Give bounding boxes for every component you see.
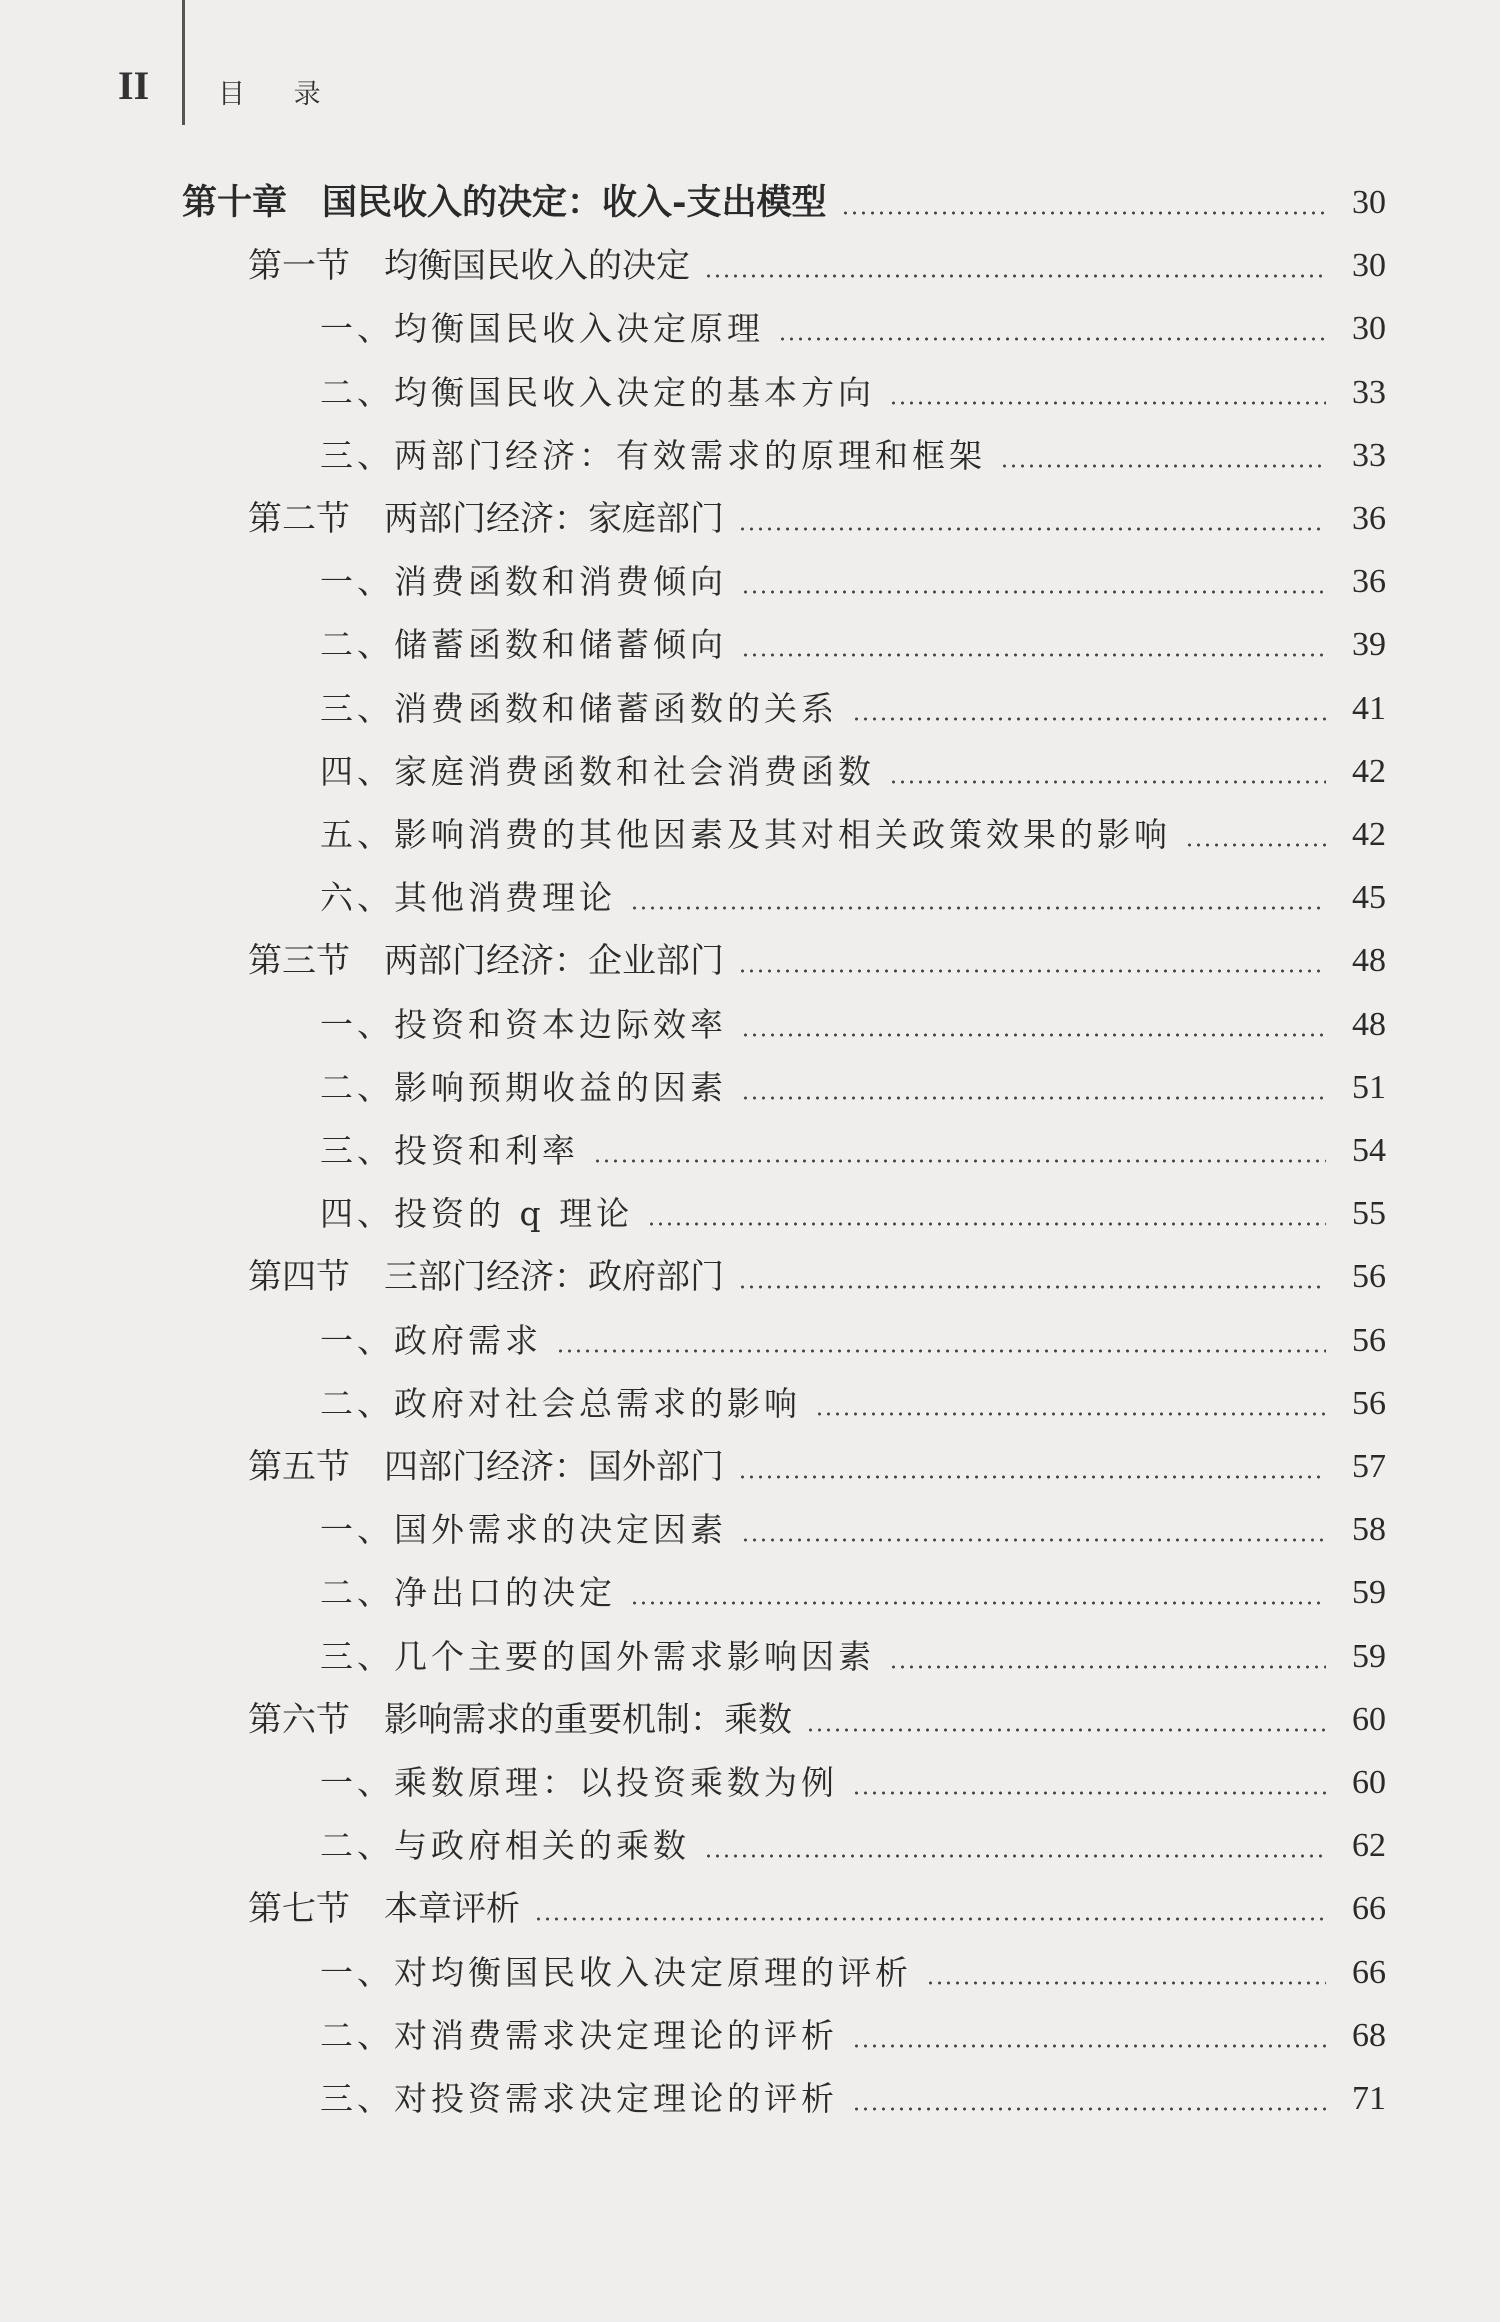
toc-entry-text: 一、政府需求	[320, 1320, 542, 1360]
toc-entry-text: 三、几个主要的国外需求影响因素	[320, 1636, 875, 1676]
toc-entry-section[interactable]	[248, 1252, 1386, 1302]
toc-entry-section[interactable]	[248, 241, 1386, 291]
toc-entry-label	[320, 557, 727, 607]
dot-leader	[704, 1854, 1326, 1858]
dot-leader	[889, 780, 1326, 784]
toc-entry-chapter[interactable]	[182, 178, 1386, 228]
toc-entry-text: 两部门经济：企业部门	[384, 941, 724, 982]
toc-entry-label	[248, 241, 690, 291]
toc-entry-text: 四、投资的 q 理论	[320, 1194, 634, 1234]
toc-entry-label	[320, 1063, 727, 1113]
toc-entry-text: 国民收入的决定：收入-支出模型	[322, 182, 827, 223]
toc-entry-label	[320, 1000, 727, 1050]
dot-leader	[738, 969, 1326, 973]
toc-entry-text: 二、净出口的决定	[320, 1573, 616, 1613]
toc-entry-tag: 第三节	[248, 941, 350, 982]
toc-entry-label	[248, 1442, 724, 1492]
toc-entry-text: 三、两部门经济：有效需求的原理和框架	[320, 435, 986, 475]
toc-entry-label	[182, 178, 827, 228]
toc-entry-text: 一、均衡国民收入决定原理	[320, 309, 764, 349]
toc-entry-page: 48	[1352, 1005, 1386, 1043]
dot-leader	[738, 1285, 1326, 1289]
toc-entry-section[interactable]	[248, 1884, 1386, 1934]
dot-leader	[778, 337, 1326, 341]
dot-leader	[741, 590, 1326, 594]
dot-leader	[741, 1033, 1326, 1037]
toc-entry-tag: 第五节	[248, 1447, 350, 1487]
dot-leader	[852, 2107, 1326, 2111]
toc-entry-text: 四部门经济：国外部门	[384, 1447, 724, 1487]
toc-entry-sub[interactable]	[320, 1000, 1386, 1050]
page-number-roman: II	[118, 63, 150, 108]
toc-entry-text: 三、对投资需求决定理论的评析	[320, 2079, 838, 2118]
toc-entry-label	[248, 1695, 792, 1745]
dot-leader	[741, 1096, 1326, 1100]
toc-entry-text: 一、对均衡国民收入决定原理的评析	[320, 1952, 912, 1992]
toc-entry-page: 57	[1352, 1448, 1386, 1485]
toc-entry-label	[320, 1379, 801, 1429]
toc-entry-tag: 第二节	[248, 499, 350, 539]
toc-entry-label	[320, 1505, 727, 1555]
toc-entry-label	[320, 368, 875, 418]
toc-entry-page: 41	[1352, 689, 1386, 727]
toc-entry-sub[interactable]	[320, 2011, 1386, 2061]
dot-leader	[630, 906, 1326, 910]
toc-entry-page: 56	[1352, 1258, 1386, 1296]
toc-entry-page: 55	[1352, 1195, 1386, 1233]
toc-entry-page: 51	[1352, 1068, 1386, 1106]
toc-entry-page: 30	[1352, 310, 1386, 348]
toc-entry-text: 二、与政府相关的乘数	[320, 1826, 690, 1866]
toc-entry-label	[320, 620, 727, 670]
toc-entry-page: 33	[1352, 373, 1386, 411]
toc-entry-page: 45	[1352, 879, 1386, 917]
toc-entry-label	[248, 936, 724, 986]
toc-entry-page: 60	[1352, 1764, 1386, 1801]
toc-entry-text: 五、影响消费的其他因素及其对相关政策效果的影响	[320, 815, 1171, 854]
toc-entry-page: 48	[1352, 942, 1386, 980]
toc-entry-label	[320, 1632, 875, 1682]
toc-entry-page: 59	[1352, 1574, 1386, 1612]
toc-entry-text: 一、消费函数和消费倾向	[320, 562, 727, 602]
toc-entry-text: 二、对消费需求决定理论的评析	[320, 2015, 838, 2055]
toc-entry-page: 56	[1352, 1384, 1386, 1422]
dot-leader	[704, 274, 1326, 278]
toc-entry-sub[interactable]	[320, 1316, 1386, 1366]
toc-entry-sub[interactable]	[320, 1189, 1386, 1239]
toc-entry-label	[320, 1568, 616, 1618]
toc-entry-label	[320, 1126, 579, 1176]
toc-entry-page: 56	[1352, 1321, 1386, 1359]
toc-entry-label	[320, 304, 764, 354]
toc-entry-label	[320, 684, 838, 734]
toc-entry-page: 39	[1352, 626, 1386, 664]
dot-leader	[556, 1349, 1326, 1353]
toc-entry-label	[248, 1252, 724, 1302]
toc-entry-label	[320, 1189, 633, 1239]
toc-entry-text: 三、消费函数和储蓄函数的关系	[320, 688, 838, 728]
dot-leader	[889, 401, 1326, 405]
toc-entry-page: 59	[1352, 1637, 1386, 1675]
toc-entry-label	[248, 1884, 520, 1934]
toc-entry-sub[interactable]	[320, 684, 1386, 734]
toc-entry-text: 二、影响预期收益的因素	[320, 1067, 727, 1107]
toc-entry-text: 一、国外需求的决定因素	[320, 1510, 727, 1550]
toc-entry-page: 58	[1352, 1511, 1386, 1549]
toc-entry-page: 33	[1352, 436, 1386, 474]
toc-entry-page: 30	[1352, 247, 1386, 285]
header-divider	[182, 0, 185, 125]
toc-entry-text: 二、均衡国民收入决定的基本方向	[320, 372, 875, 412]
toc-entry-sub[interactable]	[320, 1632, 1386, 1682]
toc-entry-text: 二、储蓄函数和储蓄倾向	[320, 625, 727, 665]
toc-entry-text: 六、其他消费理论	[320, 878, 616, 918]
toc-entry-text: 本章评析	[384, 1889, 520, 1930]
dot-leader	[647, 1222, 1326, 1226]
toc-entry-sub[interactable]	[320, 431, 1386, 481]
toc-entry-sub[interactable]	[320, 304, 1386, 354]
toc-entry-page: 62	[1352, 1827, 1386, 1865]
dot-leader	[1000, 464, 1326, 468]
toc-entry-text: 二、政府对社会总需求的影响	[320, 1383, 801, 1423]
dot-leader	[852, 717, 1326, 721]
toc-entry-text: 影响需求的重要机制：乘数	[384, 1699, 792, 1740]
header-title: 目 录	[218, 79, 341, 110]
toc-entry-sub[interactable]	[320, 1505, 1386, 1555]
toc-entry-page: 42	[1352, 816, 1386, 853]
toc-entry-page: 66	[1352, 1890, 1386, 1928]
toc-entry-page: 36	[1352, 563, 1386, 601]
toc-entry-label	[320, 431, 986, 481]
toc-entry-sub[interactable]	[320, 1948, 1386, 1998]
dot-leader	[841, 211, 1326, 215]
toc-entry-text: 均衡国民收入的决定	[384, 246, 690, 287]
toc-entry-tag: 第七节	[248, 1889, 350, 1930]
toc-entry-sub[interactable]	[320, 873, 1386, 923]
toc-entry-sub[interactable]	[320, 1063, 1386, 1113]
dot-leader	[889, 1665, 1326, 1669]
toc-entry-page: 54	[1352, 1132, 1386, 1169]
toc-entry-sub[interactable]	[320, 368, 1386, 418]
toc-entry-page: 71	[1352, 2080, 1386, 2117]
toc-entry-tag: 第十章	[182, 182, 288, 223]
toc-entry-text: 一、乘数原理：以投资乘数为例	[320, 1763, 838, 1802]
toc-entry-sub[interactable]	[320, 1126, 1386, 1176]
toc-entry-tag: 第六节	[248, 1699, 350, 1740]
toc-entry-label	[248, 494, 724, 544]
toc-entry-tag: 第一节	[248, 246, 350, 287]
dot-leader	[926, 1981, 1326, 1985]
toc-entry-text: 四、家庭消费函数和社会消费函数	[320, 751, 875, 791]
toc-entry-section[interactable]	[248, 1695, 1386, 1745]
toc-entry-page: 36	[1352, 500, 1386, 537]
toc-entry-page: 66	[1352, 1953, 1386, 1991]
toc-entry-label	[320, 873, 616, 923]
toc-entry-text: 两部门经济：家庭部门	[384, 499, 724, 539]
toc-entry-label	[320, 747, 875, 797]
toc-entry-section[interactable]	[248, 936, 1386, 986]
dot-leader	[630, 1601, 1326, 1605]
dot-leader	[815, 1412, 1326, 1416]
toc-entry-sub[interactable]	[320, 1568, 1386, 1618]
toc-entry-text: 一、投资和资本边际效率	[320, 1004, 727, 1044]
toc-entry-page: 60	[1352, 1700, 1386, 1738]
toc-entry-page: 42	[1352, 752, 1386, 790]
page-header	[0, 0, 1500, 130]
toc-entry-page: 68	[1352, 2016, 1386, 2054]
toc-entry-sub[interactable]	[320, 1821, 1386, 1871]
toc-entry-sub[interactable]	[320, 747, 1386, 797]
toc-entry-label	[320, 2074, 838, 2124]
dot-leader	[852, 2044, 1326, 2048]
toc-entry-label	[320, 1948, 912, 1998]
toc-entry-sub[interactable]	[320, 2074, 1386, 2124]
dot-leader	[741, 1538, 1326, 1542]
toc-entry-label	[320, 1758, 838, 1808]
dot-leader	[741, 653, 1326, 657]
toc-entry-label	[320, 1316, 542, 1366]
toc-entry-section[interactable]	[248, 494, 1386, 544]
dot-leader	[1185, 843, 1326, 847]
dot-leader	[852, 1791, 1326, 1795]
toc-entry-sub[interactable]	[320, 1758, 1386, 1808]
dot-leader	[806, 1728, 1326, 1732]
toc-entry-label	[320, 1821, 690, 1871]
toc-entry-page: 30	[1352, 184, 1386, 221]
toc-entry-tag: 第四节	[248, 1257, 350, 1298]
toc-entry-text: 三、投资和利率	[320, 1131, 579, 1170]
toc-entry-sub[interactable]	[320, 557, 1386, 607]
toc-entry-label	[320, 810, 1171, 860]
dot-leader	[738, 527, 1326, 531]
toc-entry-text: 三部门经济：政府部门	[384, 1257, 724, 1298]
toc-entry-sub[interactable]	[320, 1379, 1386, 1429]
dot-leader	[534, 1917, 1326, 1921]
dot-leader	[738, 1475, 1326, 1479]
toc-entry-label	[320, 2011, 838, 2061]
toc-entry-section[interactable]	[248, 1442, 1386, 1492]
dot-leader	[593, 1159, 1326, 1163]
toc-entry-sub[interactable]	[320, 620, 1386, 670]
toc-entry-sub[interactable]	[320, 810, 1386, 860]
